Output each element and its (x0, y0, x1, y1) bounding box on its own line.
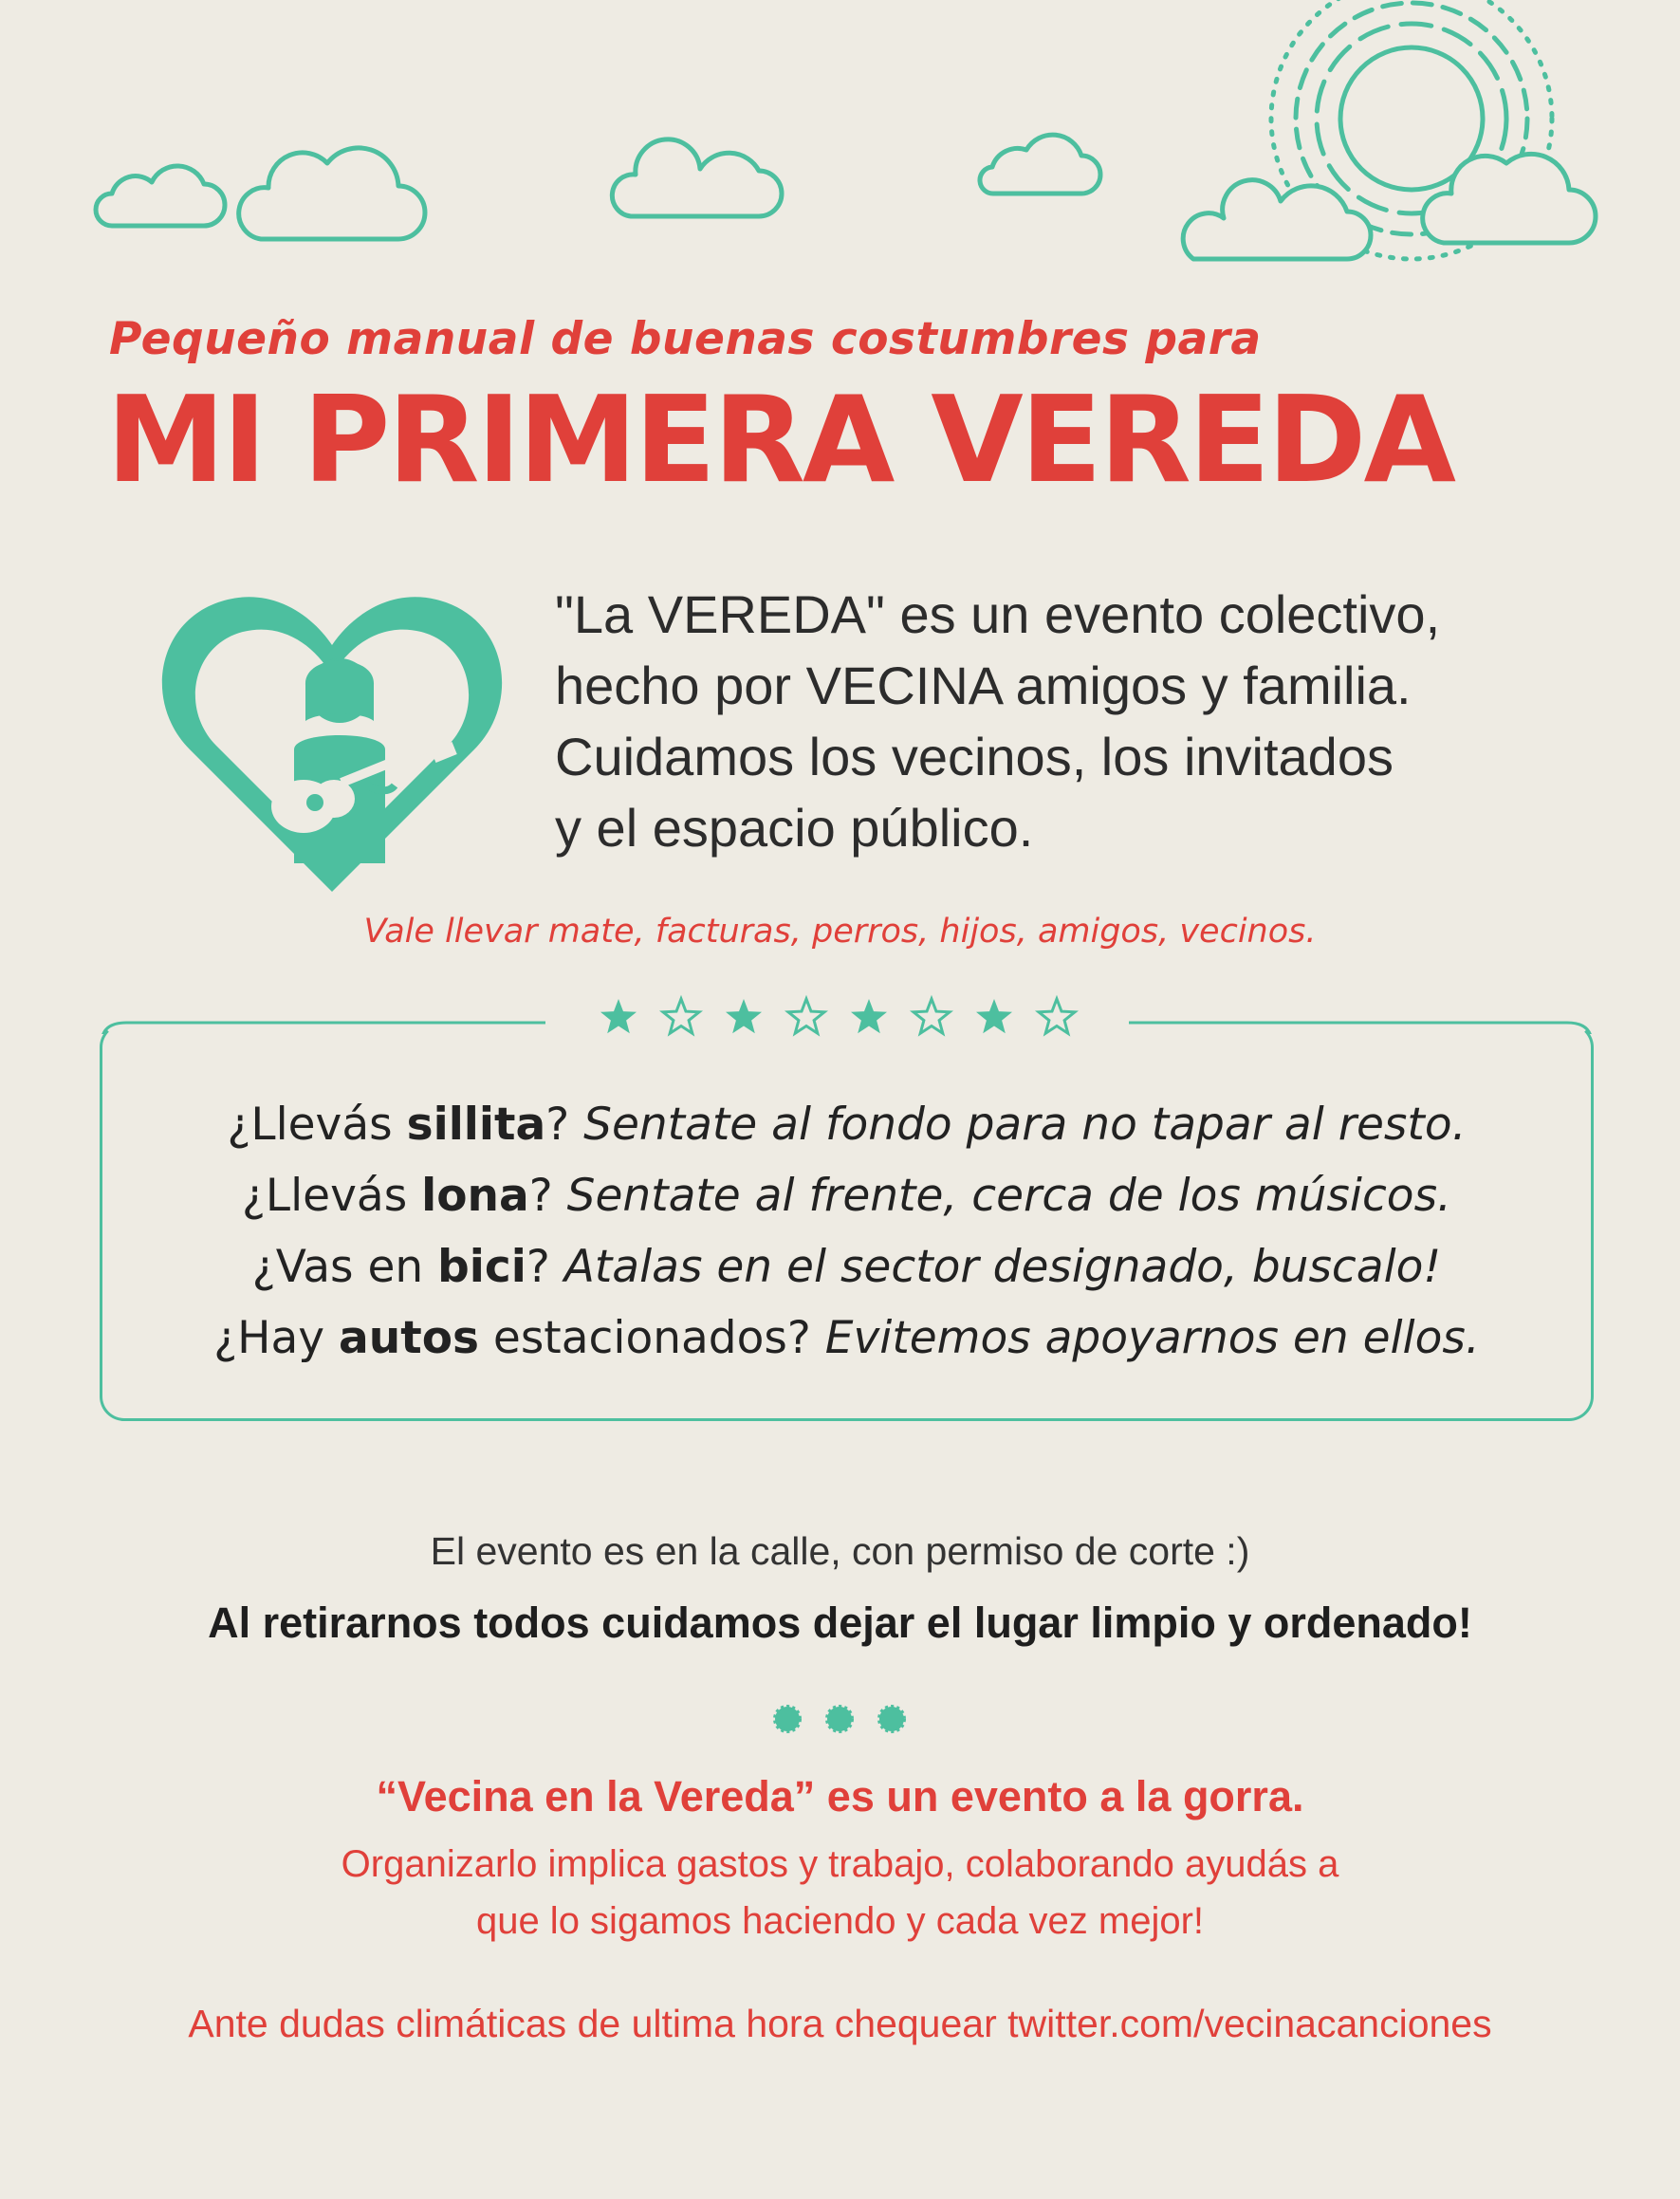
cloud-icon (1183, 180, 1371, 259)
cloud-icon (980, 135, 1100, 194)
rule-question: ¿Hay (213, 1312, 340, 1364)
rule-question: ? (526, 1241, 564, 1293)
rule-item (100, 1231, 1594, 1303)
rule-question: estacionados? (478, 1312, 825, 1364)
rule-answer: Sentate al frente, cerca de los músicos. (566, 1170, 1451, 1222)
intro-line: hecho por VECINA amigos y familia. (555, 656, 1412, 715)
rule-keyword: lona (421, 1170, 529, 1222)
rule-answer: Evitemos apoyarnos en ellos. (824, 1312, 1480, 1364)
gorra-line: que lo sigamos haciendo y cada vez mejor! (475, 1900, 1205, 1942)
page-title: MI PRIMERA VEREDA (106, 370, 1454, 509)
intro-line: Cuidamos los vecinos, los invitados (555, 727, 1394, 786)
cleanup-note: Al retirarnos todos cuidamos dejar el lugar limpio y ordenado! (208, 1598, 1472, 1647)
weather-note: Ante dudas climáticas de ultima hora chequear twitter.com/vecinacanciones (188, 2002, 1492, 2045)
dot-icon (879, 1707, 904, 1731)
cloud-icon (612, 139, 782, 216)
rule-question: ? (545, 1099, 584, 1151)
rule-answer: Atalas en el sector designado, buscalo! (563, 1241, 1442, 1293)
intro-paragraph (555, 579, 1617, 863)
dot-icon (775, 1707, 800, 1731)
rule-question: ? (528, 1170, 567, 1222)
intro-line: y el espacio público. (555, 798, 1034, 858)
rule-question: ¿Llevás (227, 1099, 407, 1151)
gorra-title: “Vecina en la Vereda” es un evento a la gorra. (376, 1772, 1304, 1820)
rule-keyword: bici (437, 1241, 526, 1293)
rule-keyword: autos (339, 1312, 479, 1364)
cloud-icon (239, 148, 425, 239)
rule-item (100, 1303, 1594, 1374)
intro-line: "La VEREDA" es un evento colectivo, (555, 584, 1441, 644)
rules-list (100, 1089, 1594, 1374)
cloud-icon (96, 166, 225, 226)
rules-box-top-border (100, 1015, 1594, 1034)
rule-item (100, 1089, 1594, 1160)
rule-keyword: sillita (406, 1099, 546, 1151)
gorra-body (0, 1836, 1680, 1950)
cloud-icon (1423, 154, 1596, 243)
rule-question: ¿Llevás (241, 1170, 422, 1222)
rule-question: ¿Vas en (251, 1241, 438, 1293)
heart-guitar-icon (152, 579, 512, 901)
allowed-items-note: Vale llevar mate, facturas, perros, hijos, amigos, vecinos. (363, 913, 1317, 951)
header-subtitle: Pequeño manual de buenas costumbres para (109, 313, 1262, 365)
sky-decoration (0, 0, 1680, 304)
gorra-line: Organizarlo implica gastos y trabajo, colaborando ayudás a (341, 1843, 1339, 1885)
rule-answer: Sentate al fondo para no tapar al resto. (583, 1099, 1467, 1151)
street-note: El evento es en la calle, con permiso de corte :) (430, 1529, 1250, 1573)
rule-item (100, 1160, 1594, 1231)
dots-divider (0, 1698, 1680, 1746)
dot-icon (827, 1707, 852, 1731)
